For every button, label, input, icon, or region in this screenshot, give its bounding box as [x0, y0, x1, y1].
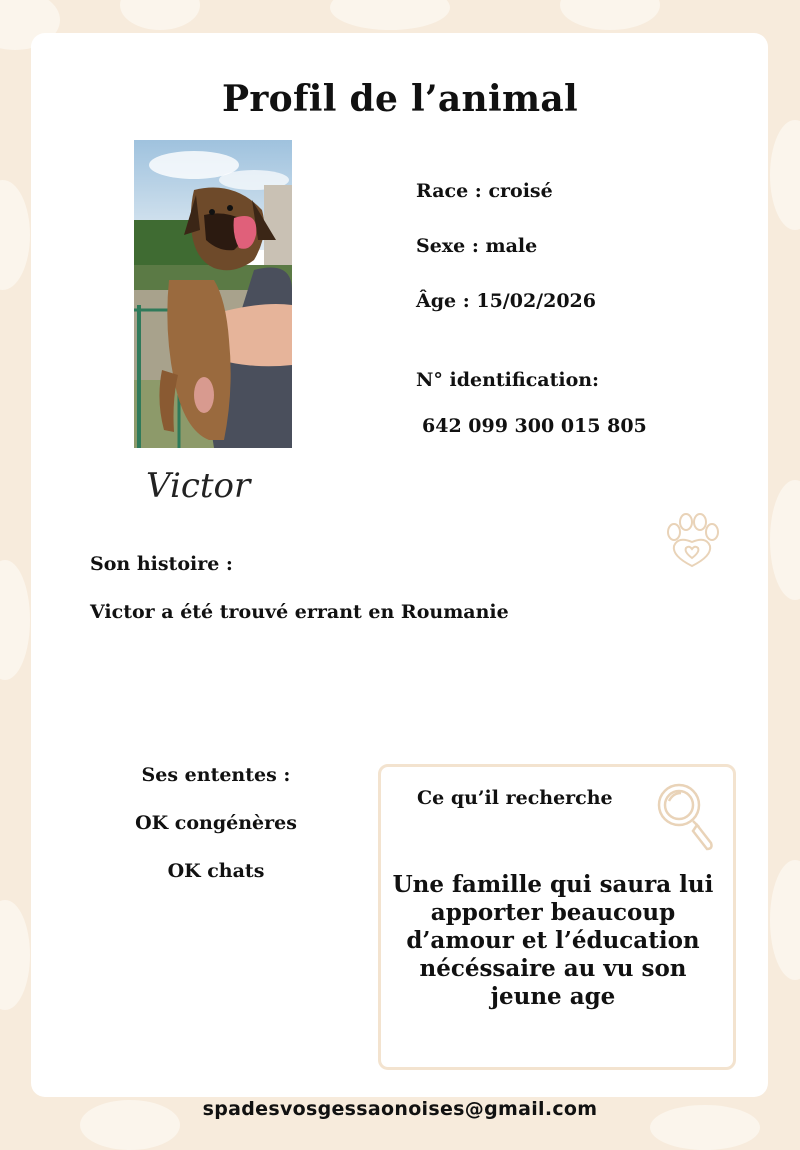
story-text: Victor a été trouvé errant en Roumanie	[90, 601, 509, 623]
animal-name: Victor	[146, 466, 251, 506]
identification-number: 642 099 300 015 805	[422, 415, 647, 437]
looking-for-line: nécéssaire au vu son	[419, 955, 687, 982]
sex-label: Sexe : male	[416, 235, 538, 257]
looking-for-line: Une famille qui saura lui	[392, 871, 714, 898]
compatibility-item: OK congénères	[135, 812, 297, 834]
looking-for-heading: Ce qu’il recherche	[417, 787, 613, 809]
compatibility-item: OK chats	[167, 860, 265, 882]
looking-for-line: apporter beaucoup	[430, 899, 676, 926]
age-label: Âge : 15/02/2026	[416, 290, 596, 312]
background-paw-shape	[770, 860, 800, 980]
breed-label: Race : croisé	[416, 180, 553, 202]
background-paw-shape	[0, 180, 30, 290]
background-paw-shape	[0, 560, 30, 680]
page-title: Profil de l’animal	[222, 78, 578, 120]
background-paw-shape	[330, 0, 450, 30]
story-heading: Son histoire :	[90, 553, 233, 575]
contact-email[interactable]: spadesvosgessaonoises@gmail.com	[202, 1098, 598, 1120]
background-paw-shape	[120, 0, 200, 30]
background-paw-shape	[770, 480, 800, 600]
dog-photo	[134, 140, 292, 448]
magnifier-icon	[653, 779, 719, 855]
looking-for-box	[378, 764, 736, 1070]
background-paw-shape	[560, 0, 660, 30]
looking-for-line: jeune age	[490, 983, 616, 1010]
identification-label: N° identification:	[416, 369, 600, 391]
compatibility-heading: Ses ententes :	[141, 764, 291, 786]
looking-for-text	[385, 871, 721, 1011]
paw-heart-icon	[662, 510, 722, 570]
background-paw-shape	[770, 120, 800, 230]
background-paw-shape	[0, 900, 30, 1010]
looking-for-line: d’amour et l’éducation	[406, 927, 700, 954]
